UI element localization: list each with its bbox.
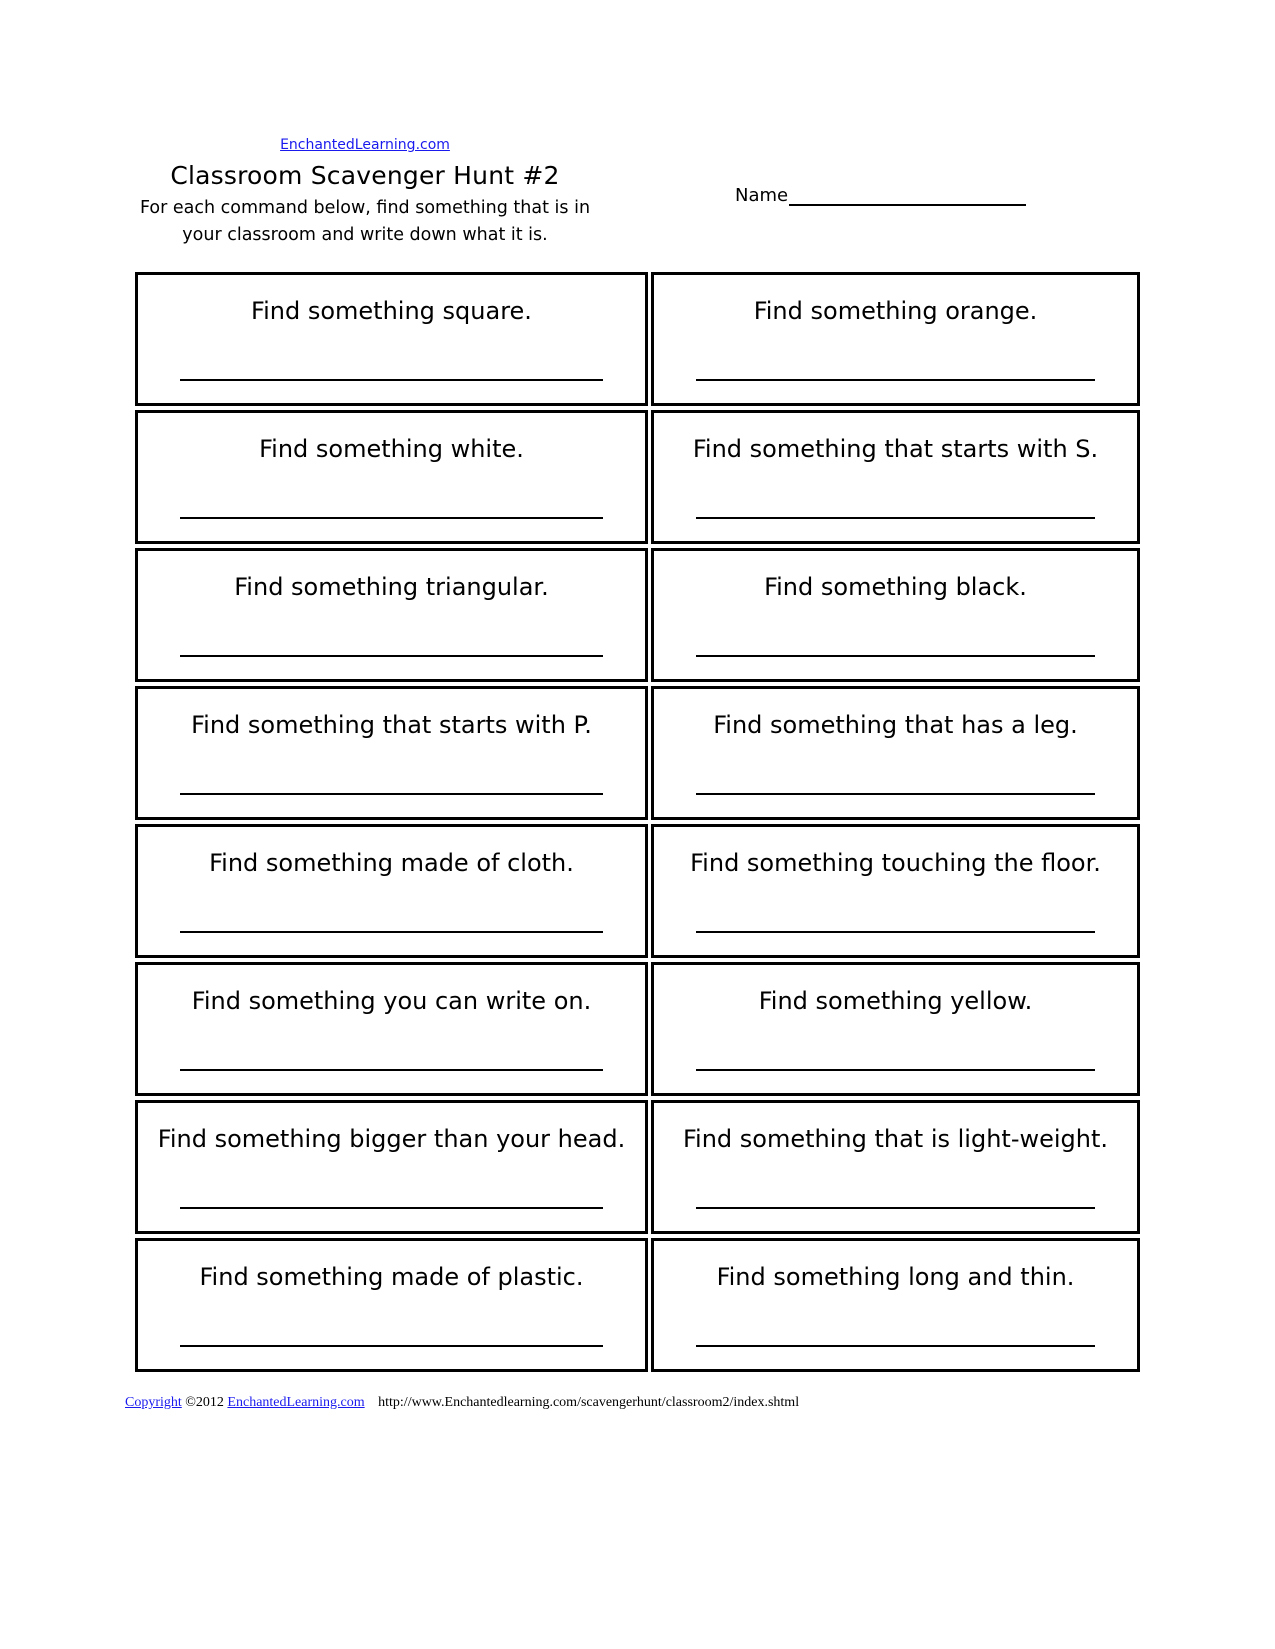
hunt-item-text: Find something that starts with P. [191, 711, 592, 739]
hunt-item-text: Find something long and thin. [716, 1263, 1075, 1291]
hunt-item-box [135, 824, 648, 958]
hunt-item-box [651, 548, 1140, 682]
answer-line[interactable] [180, 1345, 603, 1347]
hunt-item-box [135, 548, 648, 682]
hunt-item-text: Find something touching the floor. [690, 849, 1101, 877]
hunt-item-box [651, 824, 1140, 958]
hunt-item-text: Find something white. [259, 435, 524, 463]
hunt-item-box [135, 272, 648, 406]
hunt-item-text: Find something you can write on. [191, 987, 592, 1015]
answer-line[interactable] [180, 1207, 603, 1209]
page-footer [125, 1395, 799, 1411]
answer-line[interactable] [696, 379, 1095, 381]
hunt-item-box [135, 1238, 648, 1372]
name-blank-line[interactable] [789, 184, 1026, 206]
hunt-item-text: Find something yellow. [758, 987, 1033, 1015]
site-link[interactable]: EnchantedLearning.com [280, 137, 450, 153]
instructions-line-1: For each command below, find something that is in [139, 198, 591, 218]
answer-line[interactable] [180, 379, 603, 381]
page-title: Classroom Scavenger Hunt #2 [170, 161, 560, 190]
hunt-item-box [135, 686, 648, 820]
page-url: http://www.Enchantedlearning.com/scavengerhunt/classroom2/index.shtml [378, 1395, 800, 1410]
footer-site-link[interactable]: EnchantedLearning.com [227, 1395, 365, 1410]
hunt-item-text: Find something bigger than your head. [157, 1125, 626, 1153]
instructions [135, 195, 595, 249]
hunt-item-box [135, 962, 648, 1096]
hunt-item-box [651, 1238, 1140, 1372]
copyright-year: ©2012 [185, 1395, 224, 1410]
answer-line[interactable] [696, 655, 1095, 657]
hunt-item-box [135, 410, 648, 544]
hunt-item-text: Find something that is light-weight. [682, 1125, 1109, 1153]
instructions-line-2: your classroom and write down what it is. [182, 225, 548, 245]
hunt-item-text: Find something made of plastic. [199, 1263, 584, 1291]
hunt-item-text: Find something triangular. [234, 573, 549, 601]
hunt-item-box [651, 272, 1140, 406]
answer-line[interactable] [696, 931, 1095, 933]
copyright-link[interactable]: Copyright [125, 1395, 182, 1410]
answer-line[interactable] [180, 931, 603, 933]
hunt-item-text: Find something black. [764, 573, 1027, 601]
answer-line[interactable] [180, 1069, 603, 1071]
answer-line[interactable] [696, 1207, 1095, 1209]
answer-line[interactable] [180, 517, 603, 519]
hunt-item-box [651, 1100, 1140, 1234]
worksheet-header [135, 134, 595, 249]
answer-line[interactable] [696, 1069, 1095, 1071]
answer-line[interactable] [180, 793, 603, 795]
answer-line[interactable] [180, 655, 603, 657]
answer-line[interactable] [696, 1345, 1095, 1347]
hunt-item-text: Find something orange. [753, 297, 1038, 325]
hunt-item-box [135, 1100, 648, 1234]
hunt-item-box [651, 410, 1140, 544]
hunt-item-text: Find something that has a leg. [713, 711, 1078, 739]
hunt-item-text: Find something made of cloth. [209, 849, 574, 877]
name-field [735, 184, 1026, 206]
hunt-item-text: Find something square. [251, 297, 532, 325]
hunt-item-box [651, 686, 1140, 820]
answer-line[interactable] [696, 517, 1095, 519]
scavenger-hunt-grid [135, 272, 1140, 1372]
name-label: Name [735, 185, 789, 206]
hunt-item-box [651, 962, 1140, 1096]
hunt-item-text: Find something that starts with S. [692, 435, 1099, 463]
answer-line[interactable] [696, 793, 1095, 795]
